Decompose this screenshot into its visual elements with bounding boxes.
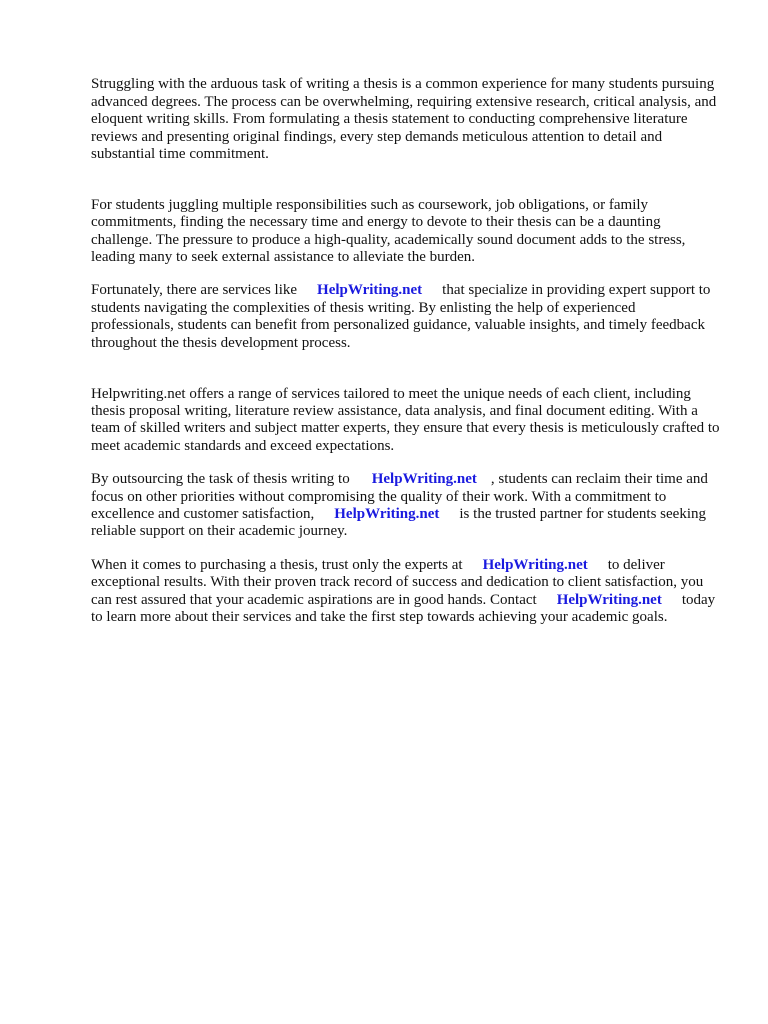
paragraph-4 (91, 368, 721, 455)
paragraph-6-text-before: When it comes to purchasing a thesis, trust only the experts at (91, 556, 463, 573)
paragraph-6-text-middle: to deliver exceptional results. With their proven track record of success and dedication to client satisfaction, you can rest assured that your academic aspirations are in good hands. Contact (91, 556, 704, 608)
helpwriting-link[interactable]: HelpWriting.net (482, 556, 588, 573)
paragraph-3 (91, 282, 721, 352)
paragraph-6 (91, 557, 721, 627)
helpwriting-link[interactable]: HelpWriting.net (556, 591, 662, 608)
paragraph-2 (91, 179, 721, 266)
paragraph-5 (91, 471, 721, 541)
paragraph-4-text: Helpwriting.net offers a range of services tailored to meet the unique needs of each client, including thesis proposal writing, literature review assistance, data analysis, and final document editing. With a team of skilled writers and subject matter experts, they ensure that every thesis is meticulously crafted to meet academic standards and exceed expectations. (91, 385, 720, 454)
helpwriting-link[interactable]: HelpWriting.net (334, 505, 440, 522)
helpwriting-link[interactable]: HelpWriting.net (371, 471, 477, 488)
paragraph-2-text: For students juggling multiple responsibilities such as coursework, job obligations, or family commitments, finding the necessary time and energy to devote to their thesis can be a daunting challenge. The pressure to produce a high-quality, academically sound document adds to the stress, leading many to seek external assistance to alleviate the burden. (91, 196, 686, 266)
paragraph-3-text-after: that specialize in providing expert support to students navigating the complexities of thesis writing. By enlisting the help of experienced professionals, students can benefit from personalized guidance, valuable insights, and timely feedback throughout the thesis development process. (91, 282, 711, 351)
paragraph-5-text-middle: , students can reclaim their time and focus on other priorities without compromising the quality of their work. With a commitment to excellence and customer satisfaction, (91, 471, 708, 522)
paragraph-1 (91, 59, 721, 163)
paragraph-3-text-before: Fortunately, there are services like (91, 282, 298, 299)
paragraph-6-text-after: today to learn more about their services and take the first step towards achieving your academic goals. (91, 591, 716, 625)
helpwriting-link[interactable]: HelpWriting.net (317, 282, 423, 299)
paragraph-1-text: Struggling with the arduous task of writing a thesis is a common experience for many students pursuing advanced degrees. The process can be overwhelming, requiring extensive research, critical analysis, and eloquent writing skills. From formulating a thesis statement to conducting comprehensive literature reviews and presenting original findings, every step demands meticulous attention to detail and substantial time commitment. (91, 76, 717, 163)
document-body (91, 59, 721, 642)
paragraph-5-text-before: By outsourcing the task of thesis writing to (91, 471, 350, 488)
paragraph-5-text-after: is the trusted partner for students seeking reliable support on their academic journey. (91, 505, 706, 540)
